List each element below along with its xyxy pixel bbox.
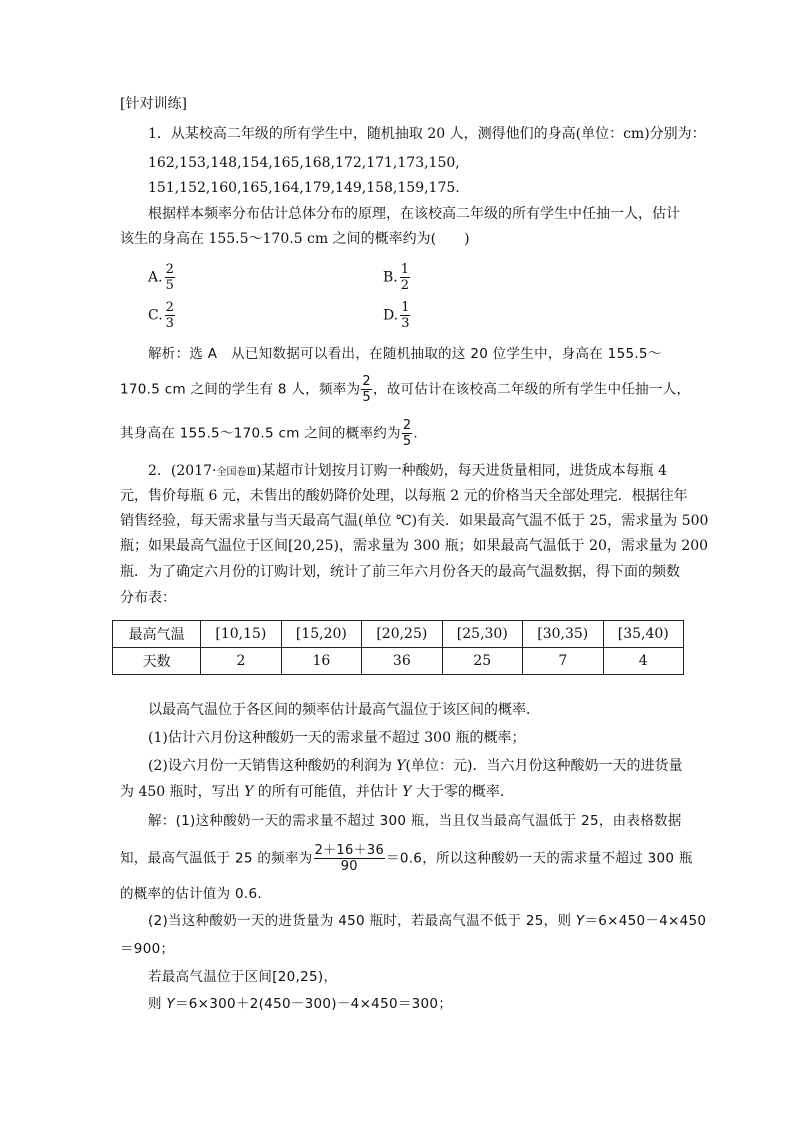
- fraction: [400, 300, 410, 331]
- q1-stem-line-2: 该生的身高在 155.5～170.5 cm 之间的概率约为( ): [120, 231, 470, 247]
- numerator: 2: [165, 300, 174, 315]
- q1-data-line-2: 151,152,160,165,164,179,149,158,159,175.: [148, 180, 460, 196]
- q1-solution-line-2: [120, 374, 690, 405]
- variable: Y: [575, 913, 585, 929]
- numerator: 2: [362, 374, 371, 389]
- numerator: 1: [400, 262, 410, 277]
- variable: Y: [402, 784, 412, 800]
- table-cell: 16: [281, 648, 361, 675]
- table-cell: 25: [442, 648, 522, 675]
- table-cell: [15,20): [281, 621, 361, 648]
- denominator: 2: [400, 278, 410, 293]
- q1-option-a: [148, 262, 176, 293]
- option-label: D.: [383, 307, 399, 324]
- text: 则: [148, 996, 167, 1012]
- table-cell: 36: [362, 648, 442, 675]
- denominator: 5: [362, 390, 371, 405]
- text: (2)设六月份一天销售这种酸奶的利润为: [148, 758, 397, 774]
- table-cell: 7: [523, 648, 603, 675]
- numerator: 2: [402, 418, 412, 433]
- q1-solution-line-1: 解析：选 A 从已知数据可以看出，在随机抽取的这 20 位学生中，身高在 155.5～: [148, 346, 662, 362]
- denominator: 5: [165, 278, 174, 293]
- q2-solution-line-6: 若最高气温位于区间[20,25)，: [148, 969, 338, 985]
- q2-statement-line-4: 瓶；如果最高气温位于区间[20,25)，需求量为 300 瓶；如果最高气温低于 20，需求量为 200: [120, 538, 709, 554]
- q2-statement-line-2: 元，售价每瓶 6 元，未售出的酸奶降价处理，以每瓶 2 元的价格当天全部处理完．根据往年: [120, 488, 688, 504]
- table-cell: 最高气温: [113, 621, 201, 648]
- q1-statement: 1．从某校高二年级的所有学生中，随机抽取 20 人，测得他们的身高(单位：cm)分别为：: [148, 126, 706, 142]
- option-label: A.: [148, 269, 163, 286]
- q2-subquestion-2-line-1: [148, 756, 682, 776]
- numerator: 1: [401, 300, 410, 315]
- option-label: C.: [148, 307, 163, 324]
- table-cell: [35,40): [603, 621, 683, 648]
- text: .: [413, 425, 419, 442]
- text: 其身高在 155.5～170.5 cm 之间的概率约为: [120, 425, 401, 442]
- q2-solution-line-3: 的概率的估计值为 0.6.: [120, 886, 262, 902]
- fraction: [165, 300, 175, 331]
- variable: Y: [244, 784, 254, 800]
- text: (2017·: [170, 463, 217, 479]
- text: ，故可估计在该校高二年级的所有学生中任抽一人，: [372, 381, 691, 398]
- text: (单位：元)．当六月份这种酸奶一天的进货量: [405, 758, 683, 774]
- fraction: [314, 843, 385, 874]
- table-cell: [10,15): [201, 621, 281, 648]
- q2-solution-line-4: [148, 911, 706, 931]
- q2-subquestion-2-line-2: [120, 782, 514, 802]
- table-row: [113, 621, 684, 648]
- table-cell: 天数: [113, 648, 201, 675]
- section-header: [针对训练]: [120, 96, 187, 112]
- q2-statement-line-5: 瓶．为了确定六月份的订购计划，统计了前三年六月份各天的最高气温数据，得下面的频数: [120, 564, 680, 580]
- q1-option-d: [383, 300, 411, 331]
- text: 大于零的概率．: [411, 784, 514, 800]
- table-cell: [30,35): [523, 621, 603, 648]
- variable: Y: [396, 758, 406, 774]
- text: (2)当这种酸奶一天的进货量为 450 瓶时，若最高气温不低于 25，则: [148, 913, 576, 929]
- q2-statement-line-3: 销售经验，每天需求量与当天最高气温(单位 ℃)有关．如果最高气温不低于 25，需求量为 500: [120, 513, 709, 529]
- q1-solution-line-3: [120, 418, 418, 449]
- question-number: 2．: [148, 463, 171, 479]
- option-label: B.: [383, 269, 398, 286]
- q2-solution-line-2: [120, 843, 693, 874]
- text: ＝6×450－4×450: [584, 913, 707, 929]
- source-ref: 全国卷Ⅲ: [216, 467, 257, 478]
- numerator: 2: [165, 262, 174, 277]
- denominator: 5: [402, 434, 412, 449]
- q1-data-line-1: 162,153,148,154,165,168,172,171,173,150,: [148, 155, 460, 171]
- q2-solution-line-7: [148, 994, 452, 1014]
- text: )某超市计划按月订购一种酸奶，每天进货量相同，进货成本每瓶 4: [256, 463, 667, 479]
- text: 为 450 瓶时，写出: [120, 784, 245, 800]
- q2-statement-line-6: 分布表：: [120, 590, 176, 606]
- text: 知，最高气温低于 25 的频率为: [120, 850, 313, 867]
- table-cell: [25,30): [442, 621, 522, 648]
- q1-option-b: [383, 262, 411, 293]
- q1-option-c: [148, 300, 176, 331]
- text: 的所有可能值，并估计: [253, 784, 403, 800]
- q2-subquestion-1: (1)估计六月份这种酸奶一天的需求量不超过 300 瓶的概率；: [148, 730, 526, 746]
- q1-stem-line-1: 根据样本频率分布估计总体分布的原理，在该校高二年级的所有学生中任抽一人，估计: [148, 206, 680, 222]
- fraction: [361, 374, 372, 405]
- table-cell: 2: [201, 648, 281, 675]
- table-cell: [20,25): [362, 621, 442, 648]
- q2-solution-line-1: 解：(1)这种酸奶一天的需求量不超过 300 瓶，当且仅当最高气温低于 25，由表格数据: [148, 813, 682, 829]
- fraction: [402, 418, 413, 449]
- text: ＝6×300＋2(450－300)－4×450＝300；: [174, 996, 453, 1012]
- table-row: [113, 648, 684, 675]
- text: 170.5 cm 之间的学生有 8 人，频率为: [120, 381, 361, 398]
- text: ＝0.6，所以这种酸奶一天的需求量不超过 300 瓶: [386, 850, 693, 867]
- q2-statement-line-1: [148, 461, 667, 483]
- variable: Y: [166, 996, 175, 1012]
- numerator: 2＋16＋36: [314, 843, 385, 858]
- denominator: 3: [165, 316, 174, 331]
- frequency-table: [112, 620, 684, 675]
- fraction: [400, 262, 410, 293]
- q2-after-table: 以最高气温位于各区间的频率估计最高气温位于该区间的概率．: [148, 702, 540, 718]
- denominator: 90: [340, 859, 358, 874]
- fraction: [165, 262, 175, 293]
- table-cell: 4: [603, 648, 683, 675]
- q2-solution-line-5: ＝900；: [120, 941, 175, 957]
- denominator: 3: [401, 316, 410, 331]
